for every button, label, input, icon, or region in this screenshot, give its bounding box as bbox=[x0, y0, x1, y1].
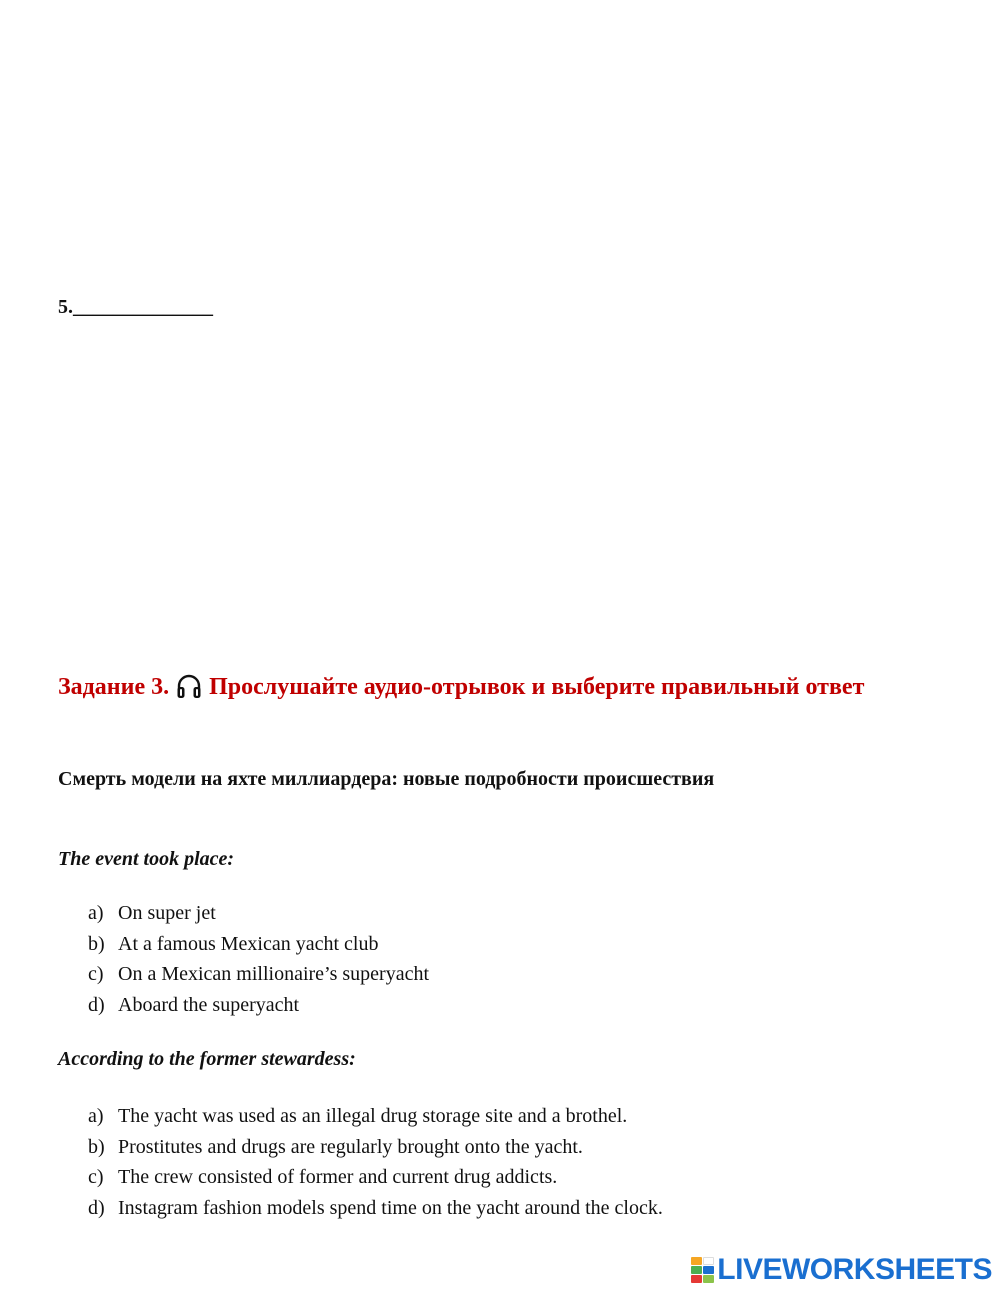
option-text: Aboard the superyacht bbox=[118, 993, 300, 1016]
option-text: On a Mexican millionaire’s superyacht bbox=[118, 963, 430, 985]
question-2-option-a[interactable] bbox=[88, 1101, 663, 1132]
question-2-option-d[interactable] bbox=[88, 1193, 663, 1224]
article-title: Смерть модели на яхте миллиардера: новые подробности происшествия bbox=[58, 768, 715, 790]
task-3-number: Задание 3. bbox=[58, 674, 170, 700]
question-1-option-a[interactable] bbox=[88, 898, 429, 929]
question-1-option-c[interactable] bbox=[88, 959, 429, 990]
option-letter: c) bbox=[88, 1166, 104, 1188]
headphones-icon bbox=[175, 673, 203, 699]
question-2-prompt: According to the former stewardess: bbox=[58, 1048, 356, 1070]
option-text: The crew consisted of former and current drug addicts. bbox=[118, 1166, 558, 1188]
liveworksheets-brand[interactable] bbox=[691, 1252, 992, 1288]
option-letter: c) bbox=[88, 963, 104, 985]
question-1-prompt: The event took place: bbox=[58, 848, 235, 870]
option-letter: b) bbox=[88, 1135, 105, 1158]
question-1-option-b[interactable] bbox=[88, 929, 429, 960]
question-2-option-b[interactable] bbox=[88, 1132, 663, 1163]
question-1-option-d[interactable] bbox=[88, 990, 429, 1021]
option-text: Instagram fashion models spend time on the yacht around the clock. bbox=[118, 1196, 663, 1219]
option-letter: a) bbox=[88, 1105, 104, 1127]
answer-item-5: 5.______________ bbox=[58, 296, 213, 318]
question-2-options bbox=[88, 1101, 663, 1223]
question-1-options bbox=[88, 898, 429, 1020]
liveworksheets-logo-icon bbox=[691, 1257, 714, 1283]
option-text: On super jet bbox=[118, 902, 216, 924]
option-text: The yacht was used as an illegal drug storage site and a brothel. bbox=[118, 1105, 628, 1127]
brand-name: LIVEWORKSHEETS bbox=[717, 1253, 992, 1286]
option-letter: d) bbox=[88, 1196, 105, 1219]
option-letter: b) bbox=[88, 932, 105, 955]
option-text: At a famous Mexican yacht club bbox=[118, 932, 379, 955]
task-3-instruction: Прослушайте аудио-отрывок и выберите правильный ответ bbox=[209, 674, 865, 700]
option-text: Prostitutes and drugs are regularly brought onto the yacht. bbox=[118, 1135, 583, 1158]
option-letter: d) bbox=[88, 993, 105, 1016]
option-letter: a) bbox=[88, 902, 104, 924]
question-2-option-c[interactable] bbox=[88, 1162, 663, 1193]
task-3-heading bbox=[58, 674, 864, 701]
